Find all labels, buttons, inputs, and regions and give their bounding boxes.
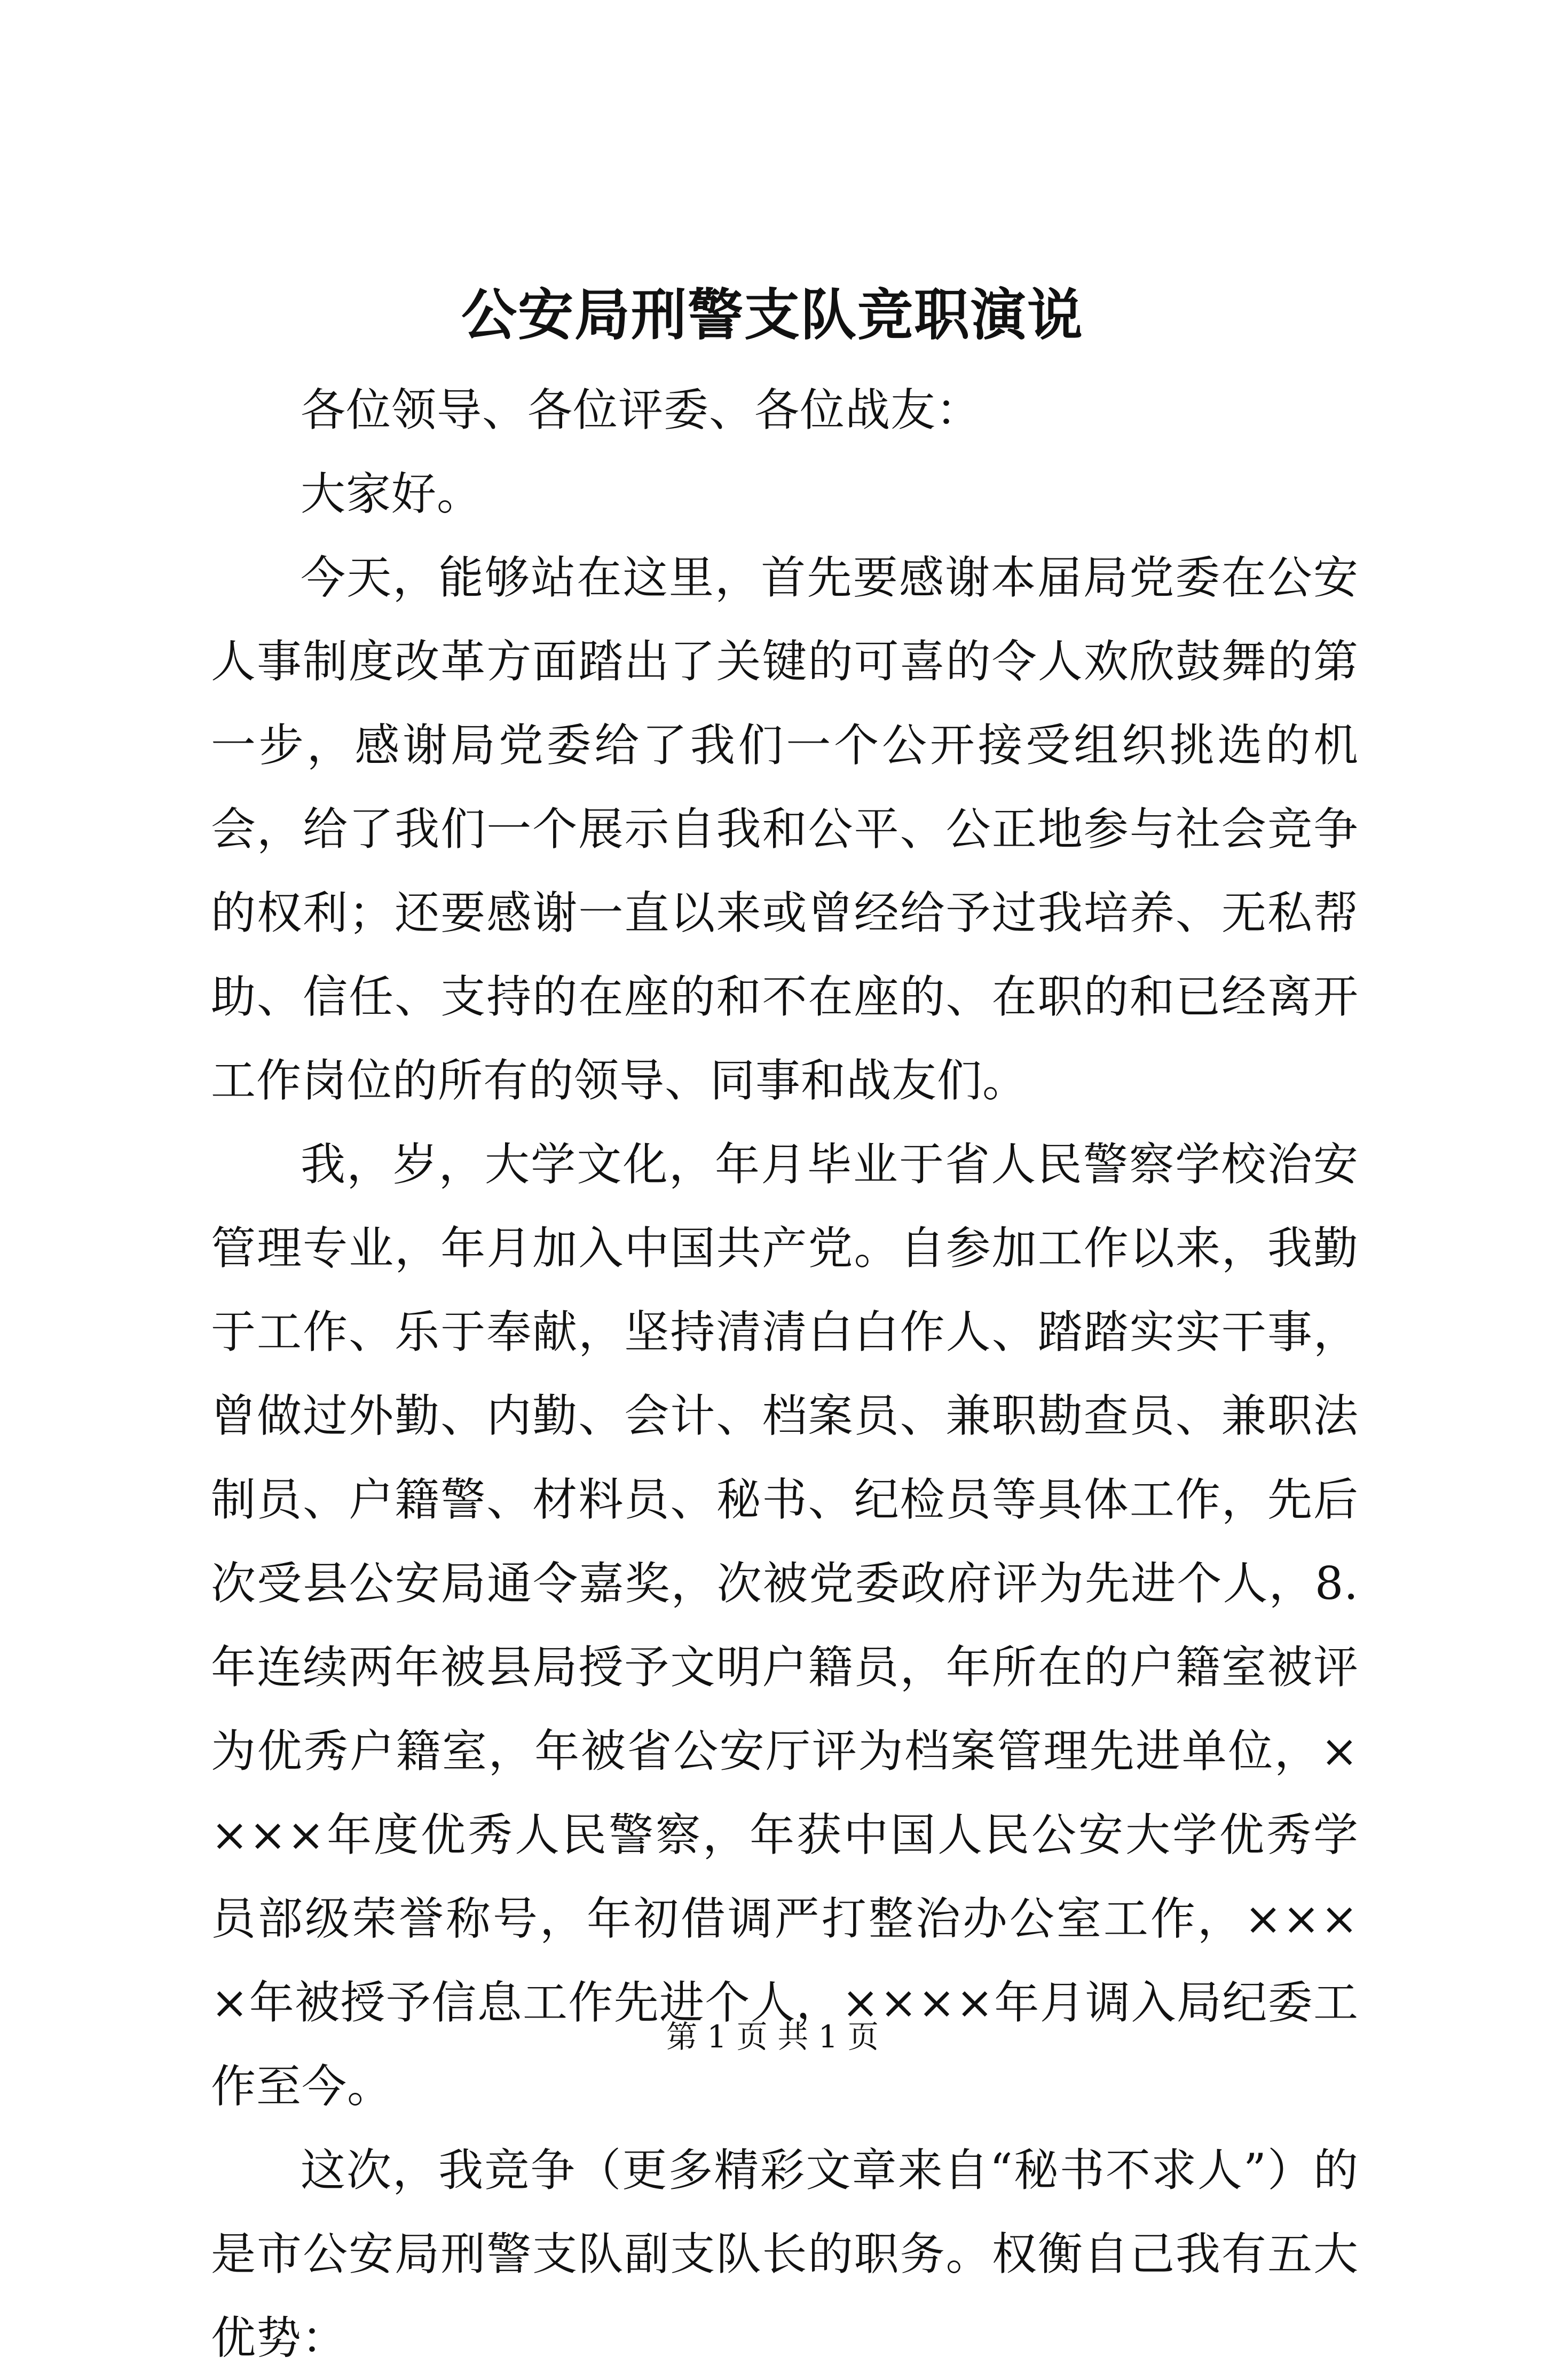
paragraph-thanks: 今天，能够站在这里，首先要感谢本届局党委在公安人事制度改革方面踏出了关键的可喜的令人欢欣鼓舞的第一步，感谢局党委给了我们一个公开接受组织挑选的机会，给了我们一个展示自我和公平、公正地参与社会竞争的权利；还要感谢一直以来或曾经给予过我培养、无私帮助、信任、支持的在座的和不在座的、在职的和已经离开工作岗位的所有的领导、同事和战友们。 (211, 551, 1359, 1107)
page-footer: 第 1 页 共 1 页 (666, 2019, 879, 2055)
paragraph-position: 这次，我竞争（更多精彩文章来自“秘书不求人”）的是市公安局刑警支队副支队长的职务。权衡自己我有五大优势： (211, 2144, 1359, 2364)
paragraph-greeting: 大家好。 (301, 468, 483, 520)
paragraph-background: 我，岁，大学文化，年月毕业于省人民警察学校治安管理专业，年月加入中国共产党。自参加工作以来，我勤于工作、乐于奉献，坚持清清白白作人、踏踏实实干事，曾做过外勤、内勤、会计、档案员、兼职勘查员、兼职法制员、户籍警、材料员、秘书、纪检员等具体工作，先后次受县公安局通令嘉奖，次被党委政府评为先进个人，8.年连续两年被县局授予文明户籍员，年所在的户籍室被评为优秀户籍室，年被省公安厅评为档案管理先进单位，××××年度优秀人民警察，年获中国人民公安大学优秀学员部级荣誉称号，年初借调严打整治办公室工作，××××年被授予信息工作先进个人，××××年月调入局纪委工作至今。 (211, 1138, 1359, 2113)
paragraph-salutation: 各位领导、各位评委、各位战友： (301, 384, 982, 436)
document-body (211, 368, 1359, 2380)
document-title: 公安局刑警支队竞职演说 (461, 282, 1084, 348)
